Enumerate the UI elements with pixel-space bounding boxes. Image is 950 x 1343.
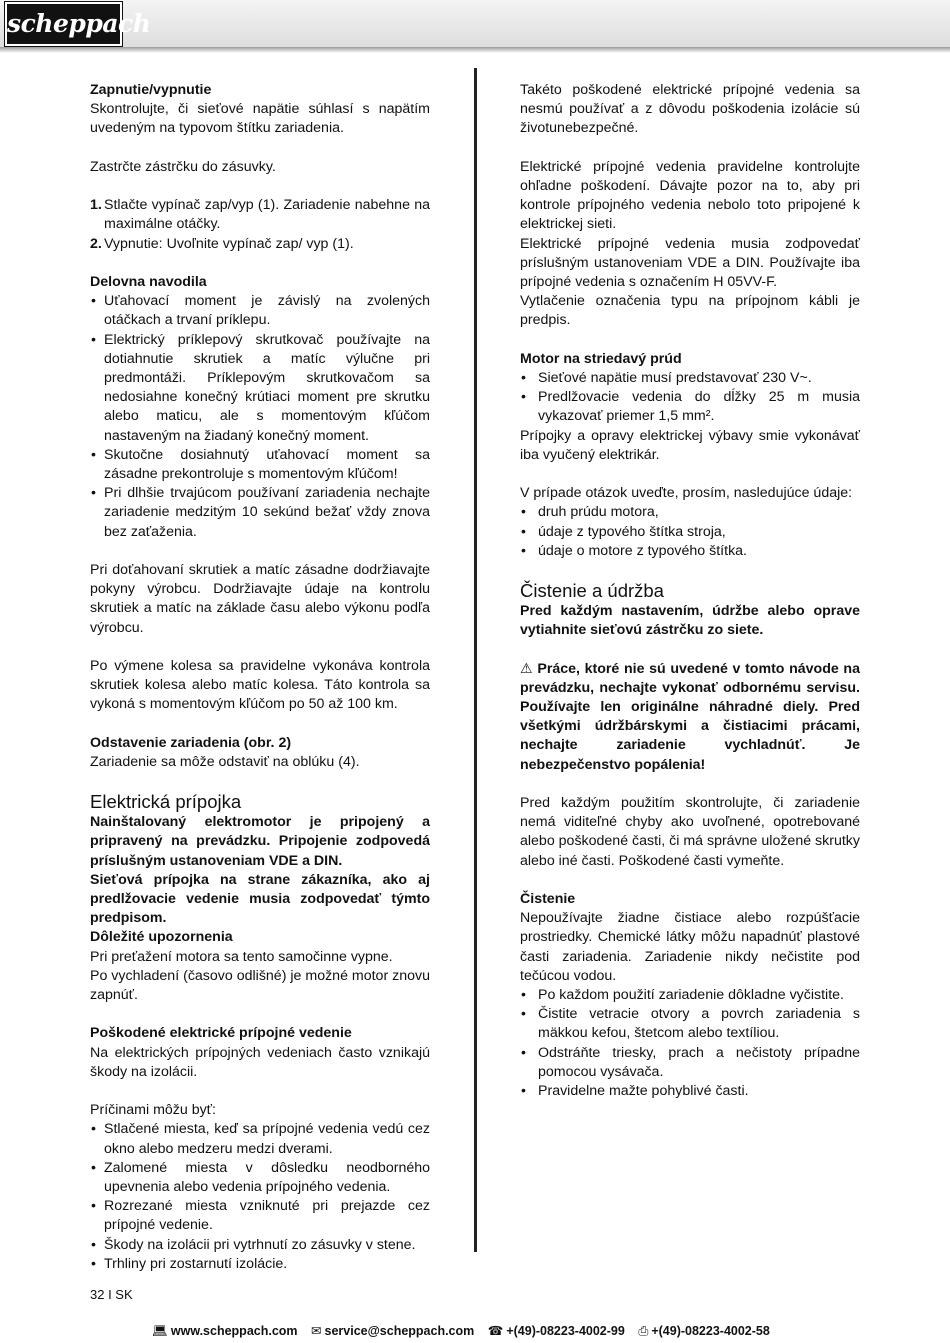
header-shadow — [0, 47, 950, 53]
heading-odstavenie: Odstavenie zariadenia (obr. 2) — [90, 734, 292, 751]
paragraph: Elektrické prípojné vedenia pravidelne kontrolujte ohľadne poškodení. Dávajte pozor na to, aby pri kontrole prípojného vedenia nebolo toto pripojené k elektrickej sieti. — [520, 158, 860, 233]
bullet-list — [90, 1120, 430, 1274]
footer-web-text: www.scheppach.com — [170, 1324, 298, 1338]
footer-phone — [488, 1323, 625, 1339]
paragraph: Elektrické prípojné vedenia musia zodpovedať príslušným ustanoveniam VDE a DIN. Používajte iba prípojné vedenia s označením H 05VV-F. — [520, 235, 860, 291]
list-item: • Uťahovací moment je závislý na zvolených otáčkach a trvaní príklepu. — [90, 292, 430, 330]
list-item: • Pravidelne mažte pohyblivé časti. — [520, 1082, 860, 1101]
heading-zapnutie: Zapnutie/vypnutie — [90, 82, 212, 98]
list-item: • údaje z typového štítka stroja, — [520, 523, 860, 542]
bullet-list — [90, 292, 430, 542]
warning-text: Práce, ktoré nie sú uvedené v tomto návode na prevádzku, nechajte vykonať odbornému servisu. Používajte len originálne náhradné diely. Pred všetkými údržbárskymi a čistiacimi prácami, nechajte zariadenie vychladnúť. Je nebezpečenstvo popálenia! — [520, 660, 860, 773]
list-item: • Predlžovacie vedenia do dĺžky 25 m musia vykazovať priemer 1,5 mm². — [520, 388, 860, 426]
heading-delovna: Delovna navodila — [90, 273, 207, 290]
bullet-list — [520, 503, 860, 561]
fax-icon: ⎙ — [638, 1324, 649, 1338]
footer-fax-text: +(49)-08223-4002-58 — [651, 1324, 770, 1338]
step-text: Stlačte vypínač zap/vyp (1). Zariadenie nabehne na maximálne otáčky. — [104, 197, 430, 233]
list-item: • Rozrezané miesta vzniknuté pri prejazde cez prípojné vedenie. — [90, 1197, 430, 1235]
paragraph: Po vychladení (časovo odlišné) je možné motor znovu zapnúť. — [90, 967, 430, 1004]
footer-email[interactable] — [311, 1323, 474, 1339]
paragraph: Prípojky a opravy elektrickej výbavy smie vykonávať iba vyučený elektrikár. — [520, 427, 860, 463]
right-column — [520, 81, 860, 1101]
bullet-list — [520, 986, 860, 1101]
heading-poskodene: Poškodené elektrické prípojné vedenie — [90, 1025, 352, 1042]
list-item — [90, 196, 430, 234]
paragraph: Pri preťažení motora sa tento samočinne vypne. — [90, 948, 393, 965]
heading-cistenie: Čistenie — [520, 891, 576, 908]
bullet-list — [520, 369, 860, 427]
list-item: • Zalomené miesta v dôsledku neodborného upevnenia alebo vedenia prípojného vedenia. — [90, 1159, 430, 1197]
footer-phone-text: +(49)-08223-4002-99 — [506, 1324, 625, 1338]
paragraph: Zastrčte zástrčku do zásuvky. — [90, 158, 276, 175]
phone-icon: ☎ — [487, 1324, 504, 1338]
column-divider — [474, 68, 477, 1252]
warning-icon: ⚠ — [520, 660, 533, 677]
warning-paragraph — [520, 660, 860, 775]
list-item: • Sieťové napätie musí predstavovať 230 V~. — [520, 369, 860, 388]
list-item: • Odstráňte triesky, prach a nečistoty prípadne pomocou vysávača. — [520, 1044, 860, 1082]
paragraph: Príčinami môžu byť: — [90, 1102, 216, 1119]
footer-fax — [638, 1323, 770, 1339]
bold-paragraph: Pred každým nastavením, údržbe alebo oprave vytiahnite sieťovú zástrčku zo siete. — [520, 603, 860, 639]
list-item: • Skutočne dosiahnutý uťahovací moment sa zásadne prekontroluje s momentovým kľúčom! — [90, 446, 430, 484]
paragraph: Nepoužívajte žiadne čistiace alebo rozpúšťacie prostriedky. Chemické látky môžu napadnúť plastové časti zariadenia. Zariadenie nikdy nečistite pod tečúcou vodou. — [520, 910, 860, 984]
step-number: 1. — [90, 197, 102, 214]
paragraph: Po výmene kolesa sa pravidelne vykonáva kontrola skrutiek kolesa alebo matíc kolesa. Táto kontrola sa vykoná s momentovým kľúčom po 50 až 100 km. — [90, 658, 430, 713]
list-item: • Pri dlhšie trvajúcom používaní zariadenia nechajte zariadenie medzitým 10 sekúnd bežať vždy znova bez zaťaženia. — [90, 484, 430, 542]
list-item: • Trhliny pri zostarnutí izolácie. — [90, 1255, 430, 1274]
paragraph: Na elektrických prípojných vedeniach často vznikajú škody na izolácii. — [90, 1044, 430, 1080]
paragraph: Zariadenie sa môže odstaviť na oblúku (4). — [90, 754, 360, 771]
paragraph: Pred každým použitím skontrolujte, či zariadenie nemá viditeľné chyby ako uvoľnené, opotrebované alebo poškodené časti, či má správne uložené skrutky alebo iné časti. Poškodené časti vymeňte. — [520, 795, 860, 869]
paragraph: Vytlačenie označenia typu na prípojnom kábli je predpis. — [520, 293, 860, 329]
mail-icon: ✉ — [311, 1324, 322, 1338]
footer-email-text: service@scheppach.com — [324, 1324, 475, 1338]
list-item: • Čistite vetracie otvory a povrch zariadenia s mäkkou kefou, štetcom alebo textíliou. — [520, 1005, 860, 1043]
bold-paragraph: Sieťová prípojka na strane zákazníka, ako aj predlžovacie vedenie musia zodpovedať týmto predpisom. — [90, 871, 430, 927]
section-title-elektricka: Elektrická prípojka — [90, 791, 242, 813]
brand-logo — [5, 2, 151, 46]
list-item: • Stlačené miesta, keď sa prípojné vedenia vedú cez okno alebo medzeru medzi dverami. — [90, 1120, 430, 1158]
list-item: • druh prúdu motora, — [520, 503, 860, 522]
heading-motor: Motor na striedavý prúd — [520, 350, 682, 367]
section-title-cistenie-udrzba: Čistenie a údržba — [520, 580, 664, 602]
heading-dolezite: Dôležité upozornenia — [90, 929, 233, 946]
list-item: • údaje o motore z typového štítka. — [520, 542, 860, 561]
steps-list — [90, 196, 430, 254]
list-item — [90, 235, 430, 254]
list-item: • Po každom použití zariadenie dôkladne vyčistite. — [520, 986, 860, 1005]
step-text: Vypnutie: Uvoľnite vypínač zap/ vyp (1). — [104, 235, 354, 252]
computer-icon: 💻︎ — [152, 1324, 168, 1338]
left-column — [90, 81, 430, 1274]
logo-text: scheppach — [7, 9, 151, 38]
bold-paragraph: Nainštalovaný elektromotor je pripojený a pripravený na prevádzku. Pripojenie zodpovedá príslušným ustanoveniam VDE a DIN. — [90, 814, 430, 869]
page-footer — [152, 1323, 780, 1339]
list-item: • Škody na izolácii pri vytrhnutí zo zásuvky v stene. — [90, 1236, 430, 1255]
step-number: 2. — [90, 235, 102, 252]
footer-web[interactable] — [152, 1323, 298, 1339]
paragraph: Takéto poškodené elektrické prípojné vedenia sa nesmú používať a z dôvodu poškodenia izolácie sú životunebezpečné. — [520, 82, 860, 137]
paragraph: V prípade otázok uveďte, prosím, nasledujúce údaje: — [520, 485, 853, 502]
list-item: • Elektrický príklepový skrutkovač používajte na dotiahnutie skrutiek a matíc výlučne pri predmontáži. Príklepovým skrutkovačom sa nedosiahne konečný krútiaci moment pre skrutku alebo maticu, ale s momentovým kľúčom nastaveným na žiadaný konečný moment. — [90, 331, 430, 446]
paragraph: Pri doťahovaní skrutiek a matíc zásadne dodržiavajte pokyny výrobcu. Dodržiavajte údaje na kontrolu skrutiek a matíc na základe času alebo výkonu podľa výrobcu. — [90, 562, 430, 636]
page-number: 32 I SK — [90, 1287, 133, 1302]
paragraph: Skontrolujte, či sieťové napätie súhlasí s napätím uvedeným na typovom štítku zariadenia. — [90, 101, 430, 137]
